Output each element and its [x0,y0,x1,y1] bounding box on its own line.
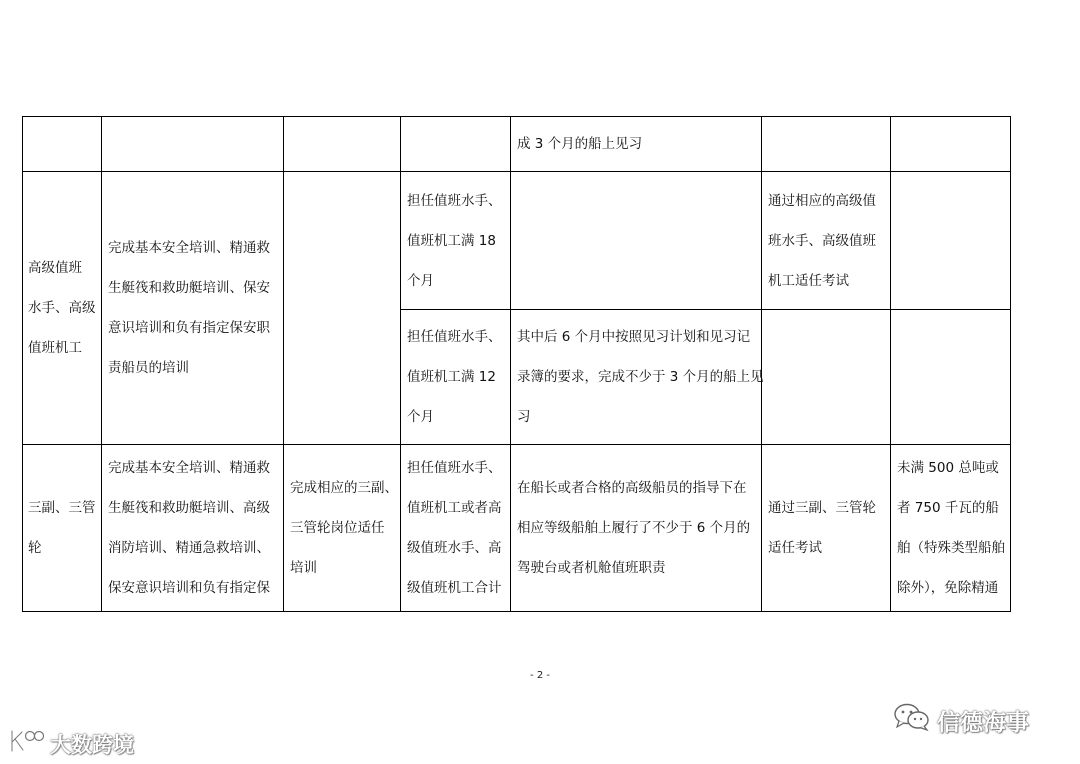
dashu-logo-icon [8,728,50,759]
post-training-cell: 完成相应的三副、 三管轮岗位适任 培训 [284,445,401,612]
exam-cell: 通过相应的高级值 班水手、高级值班 机工适任考试 [762,172,891,310]
empty-cell [762,310,891,445]
certificate-requirements-table [22,116,1011,612]
position-cell: 三副、三管 轮 [23,445,102,612]
empty-cell [23,117,102,172]
empty-cell [284,117,401,172]
table-row [23,445,1011,612]
empty-cell [284,172,401,445]
page-number: - 2 - [530,670,550,681]
sea-service-cell: 担任值班水手、 值班机工满 18 个月 [401,172,511,310]
onboard-training-cell: 其中后 6 个月中按照见习计划和见习记 录簿的要求，完成不少于 3 个月的船上见 习 [511,310,762,445]
notes-cell: 未满 500 总吨或 者 750 千瓦的船 舶（特殊类型船舶 除外），免除精通 [891,445,1011,612]
onboard-training-cell: 在船长或者合格的高级船员的指导下在 相应等级船舶上履行了不少于 6 个月的 驾驶台或者机舱值班职责 [511,445,762,612]
watermark-left-text: 大数跨境 [50,732,134,757]
watermark-left [8,728,134,759]
wechat-icon [893,702,937,738]
table-row [23,172,1011,310]
empty-cell [891,117,1011,172]
sea-service-cell: 担任值班水手、 值班机工或者高 级值班水手、高 级值班机工合计 [401,445,511,612]
training-cell: 完成基本安全培训、精通救 生艇筏和救助艇培训、高级 消防培训、精通急救培训、 保安意识培训和负有指定保 [102,445,284,612]
sea-service-cell: 担任值班水手、 值班机工满 12 个月 [401,310,511,445]
empty-cell [891,172,1011,310]
table-row [23,117,1011,172]
position-cell: 高级值班 水手、高级 值班机工 [23,172,102,445]
watermark-right-text: 信德海事 [937,709,1029,736]
empty-cell [401,117,511,172]
onboard-training-cell: 成 3 个月的船上见习 [511,117,762,172]
empty-cell [891,310,1011,445]
training-cell: 完成基本安全培训、精通救 生艇筏和救助艇培训、保安 意识培训和负有指定保安职 责船员的培训 [102,172,284,445]
empty-cell [762,117,891,172]
watermark-right [893,702,1029,738]
empty-cell [511,172,762,310]
empty-cell [102,117,284,172]
exam-cell: 通过三副、三管轮 适任考试 [762,445,891,612]
